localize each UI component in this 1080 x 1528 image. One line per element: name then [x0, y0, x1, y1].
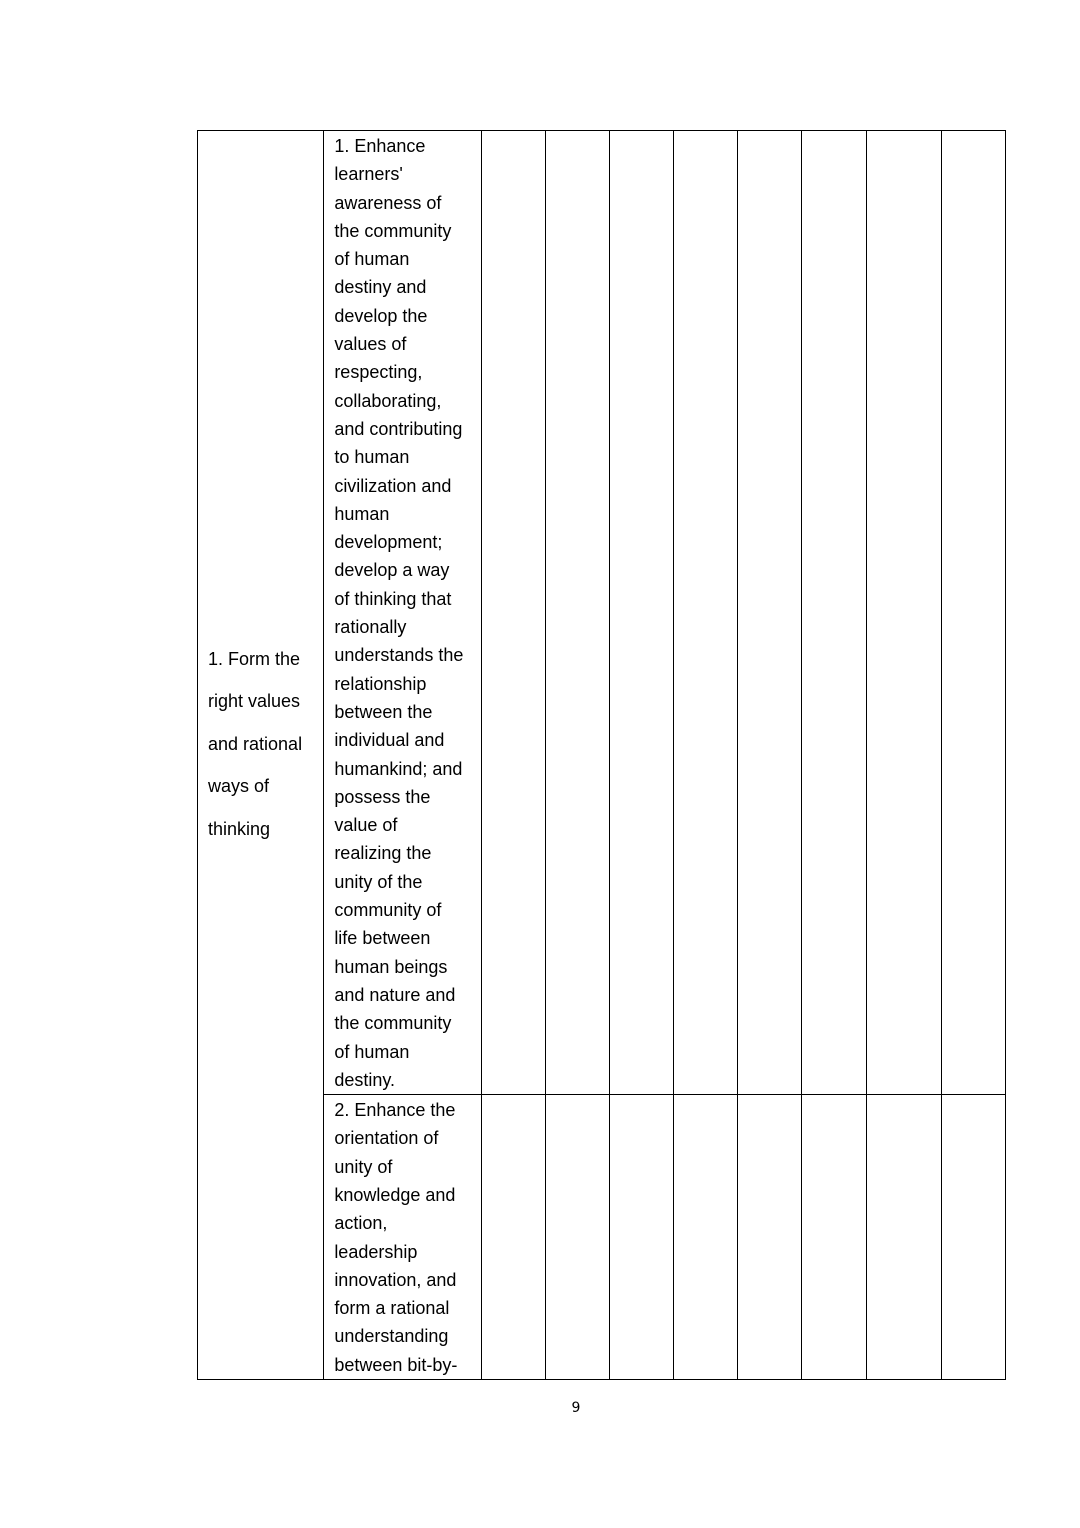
rating-cell — [674, 131, 738, 1095]
rating-cell — [802, 1095, 866, 1380]
rating-cell — [941, 131, 1005, 1095]
rating-cell — [941, 1095, 1005, 1380]
objective-text: 2. Enhance the orientation of unity of knowledge and action, leadership innovation, and form a rational understanding between bit-by- — [334, 1100, 458, 1375]
rating-cell — [866, 131, 941, 1095]
rating-cell — [610, 1095, 674, 1380]
objective-cell — [324, 131, 481, 1095]
objective-text: 1. Enhance learners' awareness of the community of human destiny and develop the values of respecting, collaborating, and contributing to human civilization and human development; develop a way of thinking that rationally understands the relationship between the individual and humankind; and possess the value of realizing the unity of the community of life between human beings and nature and the community of human destiny. — [334, 136, 464, 1090]
rating-cell — [545, 1095, 609, 1380]
rating-cell — [674, 1095, 738, 1380]
goal-text: 1. Form the right values and rational ways of thinking — [208, 648, 303, 839]
page-number: 9 — [571, 1400, 581, 1416]
rating-cell — [545, 131, 609, 1095]
course-objectives-table — [197, 130, 1006, 1380]
rating-cell — [802, 131, 866, 1095]
rating-cell — [481, 1095, 545, 1380]
rating-cell — [610, 131, 674, 1095]
rating-cell — [738, 1095, 802, 1380]
objective-cell — [324, 1095, 481, 1380]
rating-cell — [738, 131, 802, 1095]
rating-cell — [866, 1095, 941, 1380]
goal-cell — [198, 131, 324, 1380]
table-row — [198, 131, 1006, 1095]
rating-cell — [481, 131, 545, 1095]
